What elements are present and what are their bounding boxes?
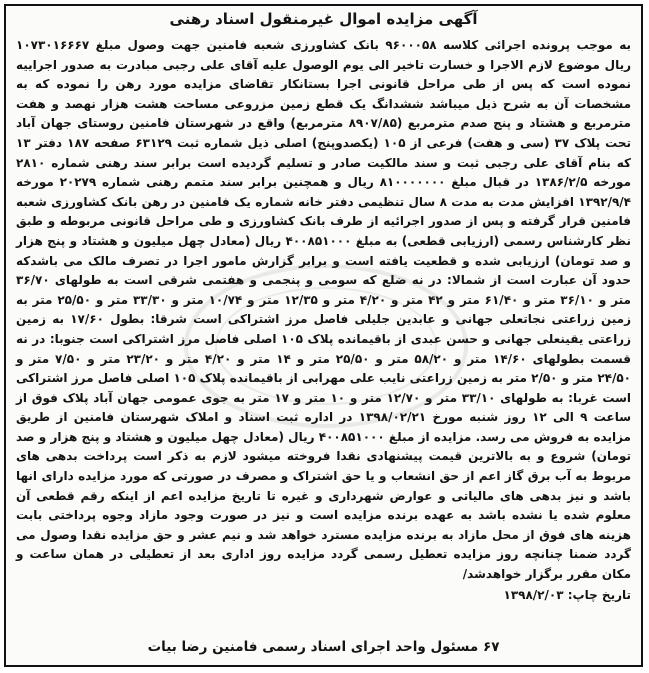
signature-line: ۶۷ مسئول واحد اجرای اسناد رسمی فامنین رضا بیات xyxy=(147,639,500,655)
notice-title: آگهی مزایده اموال غیرمنقول اسناد رهنی xyxy=(169,10,478,28)
auction-notice xyxy=(4,4,643,667)
print-date: تاریخ چاپ: ۱۳۹۸/۲/۰۳ xyxy=(503,587,631,602)
notice-body: به موجب پرونده اجرائی کلاسه ۹۶۰۰۰۵۸ بانک کشاورزی شعبه فامنین جهت وصول مبلغ ۱۰۷۳۰۱۶۶۶۷ ریال موضوع لازم الاجرا و خسارت تاخیر الی یوم الوصول علیه آقای علی رجبی مبادرت به صدور اجراییه نموده است که پس از طی مراحل قانونی اجرا بستانکار تقاضای مزایده مورد رهن را نموده که به مشخصات آن به شرح ذیل میباشد ششدانگ یک قطع زمین مزروعی مساحت هشت هزار نهصد و هفت مترمربع و هشتاد و پنج صدم مترمربع (۸۹۰۷/۸۵ مترمربع) واقع در شهرستان فامنین روستای جهان آباد تحت پلاک ۳۷ (سی و هفت) فرعی از ۱۰۵ (یکصدوپنج) اصلی ذیل شماره ثبت ۶۳۱۲۹ صفحه ۱۸۷ دفتر ۱۳ که بنام آقای علی رجبی ثبت و سند مالکیت صادر و تسلیم گردیده است برابر سند رهنی شماره ۲۸۱۰ مورخه ۱۳۸۶/۲/۵ در قبال مبلغ ۸۱۰۰۰۰۰۰۰ ریال و همچنین برابر سند متمم رهنی شماره ۲۰۲۷۹ مورخه ۱۳۹۲/۹/۴ افزایش مدت به مدت ۸ سال تنظیمی دفتر خانه شماره یک فامنین در رهن بانک کشاورزی شعبه فامنین قرار گرفته و پس از صدور اجرائیه از طرف بانک کشاورزی و طی مراحل قانونی مربوطه و طبق نظر کارشناس رسمی (ارزیابی قطعی) به مبلغ ۴۰۰۸۵۱۰۰۰ ریال (معادل چهل میلیون و هشتاد و پنج هزار و صد تومان) ارزیابی شده و قطعیت یافته است و برابر گزارش مامور اجرا در تصرف مالک می باشدکه حدود آن عبارت است از شمالا: در نه ضلع که سومی و پنجمی و هفتمی شرقی است به طولهای ۳۶/۷۰ متر و ۳۶/۱۰ متر و ۶۱/۴۰ متر و ۴۲ متر و ۴/۲۰ متر و ۱۲/۳۵ متر و ۱۰/۷۴ متر و ۳۳/۳۰ متر و ۲۵/۵۰ متر به زمین زراعتی نجاتعلی جهانی و عابدین جلیلی فاصل مرز اشتراکی است شرقا: بطول ۱۷/۶۰ به زمین زراعتی یقینعلی جهانی و حسن عبدی از باقیمانده پلاک ۱۰۵ اصلی فاصل مرز اشتراکی است جنوبا: در نه قسمت بطولهای ۱۴/۶۰ متر و ۵۸/۲۰ متر و ۲۵/۵۰ متر و ۱۴ متر و ۴/۲۰ متر و ۲۳/۲۰ متر و ۷/۵۰ متر و ۲۴/۵۰ متر و ۲/۵۰ متر به زمین زراعتی نایب علی مهرابی از باقیمانده پلاک ۱۰۵ اصلی فاصل مرز اشتراکی است غربا: به طولهای ۳۳/۱۰ متر و ۱۲/۷۰ متر و ۱۰ متر و ۱۷ متر به جوی عمومی جهان آباد پلاک فوق از ساعت ۹ الی ۱۲ روز شنبه مورخ ۱۳۹۸/۰۲/۲۱ در اداره ثبت اسناد و املاک شهرستان فامنین از طریق مزایده به فروش می رسد. مزایده از مبلغ ۴۰۰۸۵۱۰۰۰ ریال (معادل چهل میلیون و هشتاد و پنج هزار و صد تومان) شروع و به بالاترین قیمت پیشنهادی نقدا فروخته میشود لازم به ذکر است پرداخت بدهی های مربوط به آب برق گاز اعم از حق انشعاب و یا حق اشتراک و مصرف در صورتی که مورد مزایده دارای انها باشد و نیز بدهی های مالیاتی و عوارض شهرداری و غیره تا تاریخ مزایده اعم از اینکه رقم قطعی آن معلوم شده یا نشده باشد به عهده برنده مزایده است و نیز در صورت وجود مازاد وجوه پرداختی بابت هزینه های فوق از محل مازاد به برنده مزایده مسترد خواهد شد و نیم عشر و حق مزایده نقدا وصول می گردد ضمنا چنانچه روز مزایده تعطیل رسمی گردد مزایده روز اداری بعد از تعطیلی در همان ساعت و مکان مقرر برگزار خواهدشد/ xyxy=(16,38,632,582)
